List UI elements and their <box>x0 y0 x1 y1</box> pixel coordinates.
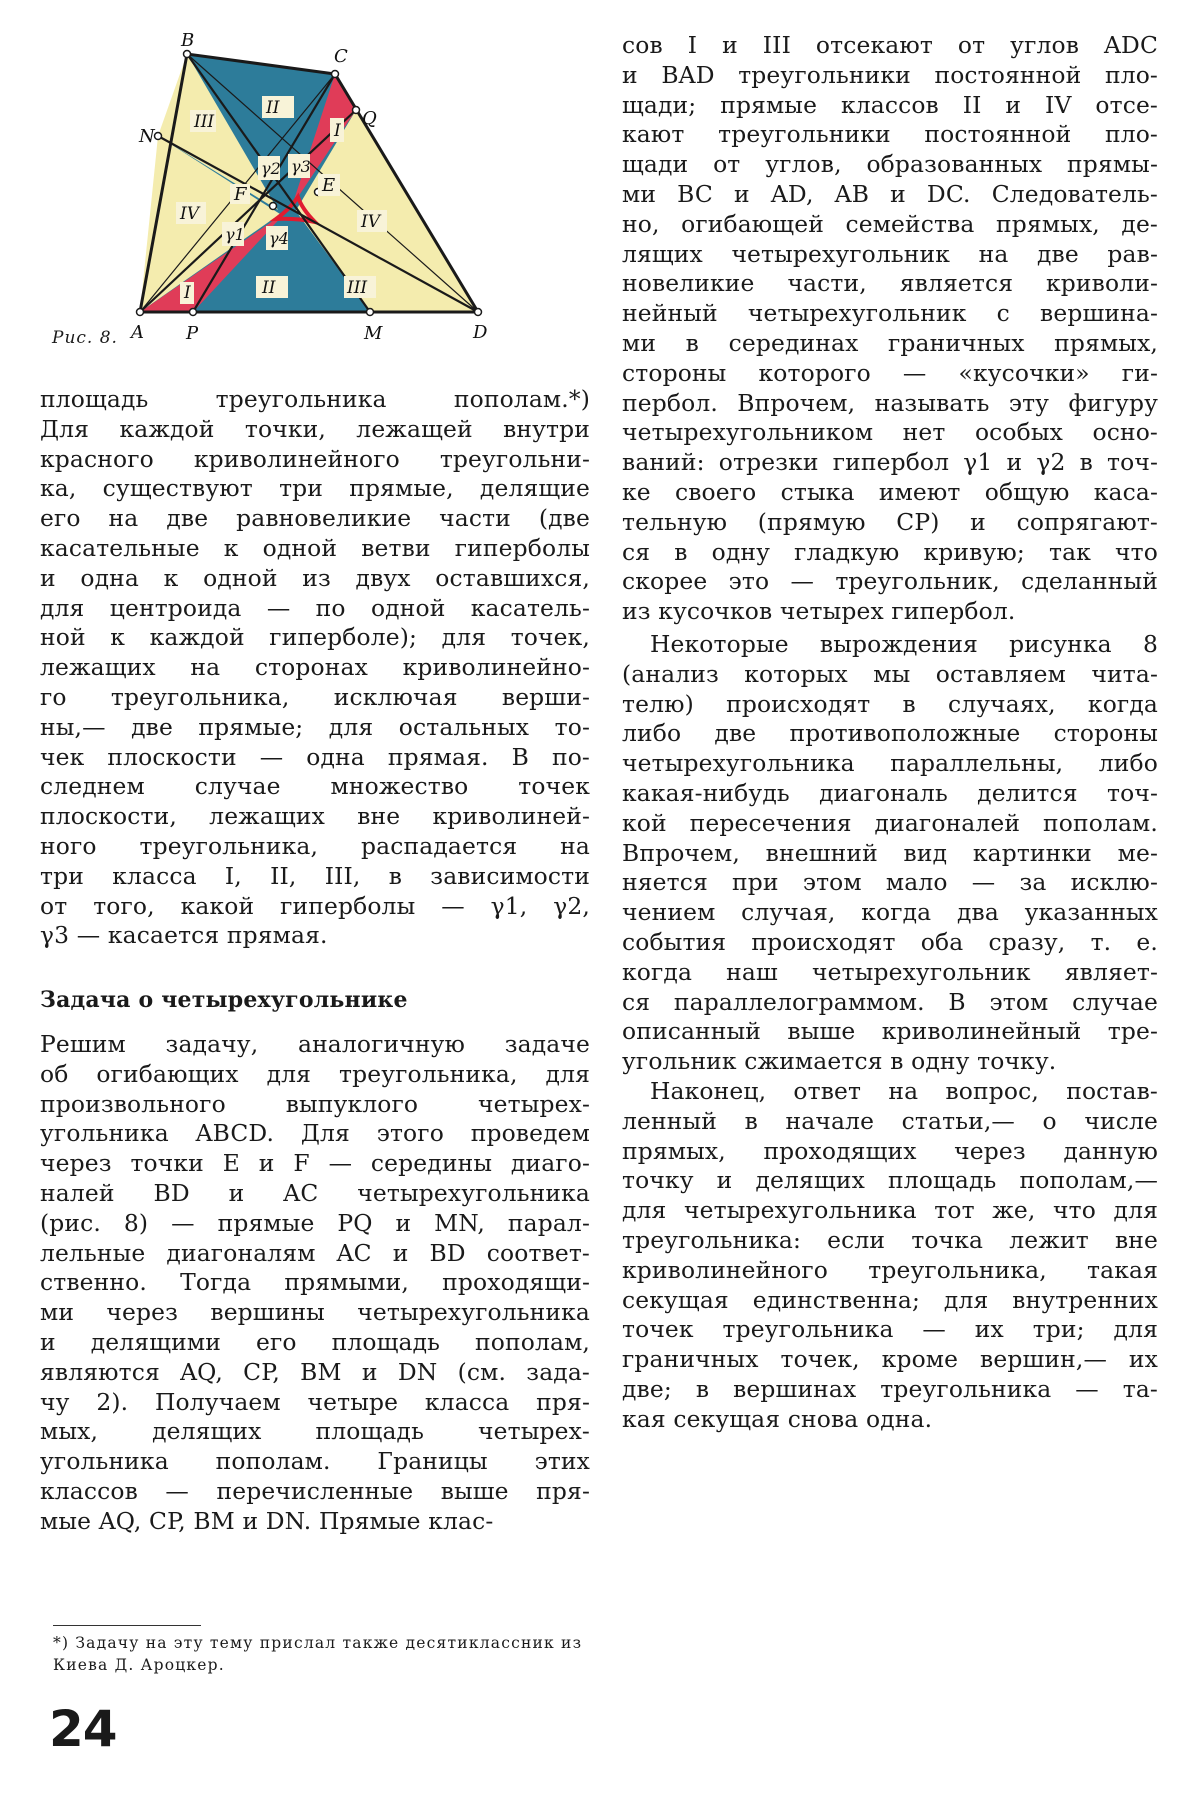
text-line: лящих четырехугольник на две рав- <box>622 239 1158 268</box>
text-line: ваний: отрезки гипербол γ1 и γ2 в точ- <box>622 448 1158 477</box>
right-paragraph-1 <box>622 31 1158 627</box>
text-line: пербол. Впрочем, называть эту фигуру <box>622 388 1158 417</box>
quadrilateral-diagram <box>40 14 510 359</box>
text-line: няется при этом мало — за исклю- <box>622 868 1158 897</box>
region-label-I-bottom: I <box>184 283 191 303</box>
label-B: B <box>181 30 195 51</box>
text-line: новеликие части, является криволи- <box>622 269 1158 298</box>
text-line: четырехугольником нет особых осно- <box>622 418 1158 447</box>
text-line: чу 2). Получаем четыре класса пря- <box>40 1387 590 1416</box>
text-line: четырехугольника параллельны, либо <box>622 749 1158 778</box>
text-line: (анализ которых мы оставляем чита- <box>622 659 1158 688</box>
gamma-3-label: γ3 <box>291 157 311 176</box>
label-N: N <box>139 126 155 147</box>
text-line: ся параллелограммом. В этом случае <box>622 987 1158 1016</box>
label-E: E <box>322 175 336 196</box>
text-line: криволинейного треугольника, такая <box>622 1255 1158 1284</box>
text-line: площадь треугольника пополам.*) <box>40 385 590 413</box>
text-line: Впрочем, внешний вид картинки ме- <box>622 838 1158 867</box>
text-line: кой пересечения диагоналей пополам. <box>622 808 1158 837</box>
text-line: точку и делящих площадь пополам,— <box>622 1166 1158 1195</box>
text-line: (рис. 8) — прямые PQ и MN, парал- <box>40 1208 590 1237</box>
text-line: мых, делящих площадь четырех- <box>40 1417 590 1446</box>
text-line: налей BD и AC четырехугольника <box>40 1178 590 1207</box>
label-P: P <box>186 323 199 344</box>
text-line: кая секущая снова одна. <box>622 1404 933 1433</box>
region-label-IV-right: IV <box>361 212 380 232</box>
right-paragraph-2 <box>622 630 1158 1077</box>
text-line: касательные к одной ветви гиперболы <box>40 533 590 562</box>
text-line: треугольника: если точка лежит вне <box>622 1225 1158 1254</box>
text-line: кают треугольники постоянной пло- <box>622 120 1158 149</box>
label-F: F <box>234 184 247 205</box>
label-C: C <box>334 46 348 67</box>
text-line: события происходят оба сразу, т. е. <box>622 927 1158 956</box>
text-line: и BAD треугольники постоянной пло- <box>622 60 1158 89</box>
text-line: Решим задачу, аналогичную задаче <box>40 1030 590 1058</box>
section-heading: Задача о четырехугольнике <box>40 987 408 1013</box>
text-line: граничных точек, кроме вершин,— их <box>622 1345 1158 1374</box>
region-label-III-bottom: III <box>347 278 368 298</box>
figure-caption: Рис. 8. <box>52 328 118 348</box>
text-line: лежащих на сторонах криволинейно- <box>40 653 590 682</box>
page-number: 24 <box>49 1700 117 1758</box>
text-line: угольника ABCD. Для этого проведем <box>40 1119 590 1148</box>
text-line: плоскости, лежащих вне криволиней- <box>40 802 590 831</box>
text-line: описанный выше криволинейный тре- <box>622 1017 1158 1046</box>
text-line: но, огибающей семейства прямых, де- <box>622 209 1158 238</box>
text-line: ка, существуют три прямые, делящие <box>40 474 590 503</box>
text-line: щади от углов, образованных прямы- <box>622 150 1158 179</box>
text-line: ны,— две прямые; для остальных то- <box>40 712 590 741</box>
text-line: ной к каждой гиперболе); для точек, <box>40 623 590 652</box>
text-line: и одна к одной из двух оставшихся, <box>40 563 590 592</box>
text-line: ся в одну гладкую кривую; так что <box>622 537 1158 566</box>
text-line: через точки E и F — середины диаго- <box>40 1149 590 1178</box>
text-line: ке своего стыка имеют общую каса- <box>622 477 1158 506</box>
text-line: ленный в начале статьи,— о числе <box>622 1106 1158 1135</box>
text-line: лельные диагоналям AC и BD соответ- <box>40 1238 590 1267</box>
text-line: являются AQ, CP, BM и DN (см. зада- <box>40 1357 590 1386</box>
text-line: для центроида — по одной касатель- <box>40 593 590 622</box>
region-label-IV-left: IV <box>180 204 199 224</box>
text-line: либо две противоположные стороны <box>622 719 1158 748</box>
text-line: щади; прямые классов II и IV отсе- <box>622 90 1158 119</box>
text-line: Некоторые вырождения рисунка 8 <box>650 630 1158 658</box>
footnote-rule <box>53 1625 201 1626</box>
label-Q: Q <box>362 108 377 129</box>
region-label-III-top: III <box>194 112 215 132</box>
text-line: чек плоскости — одна прямая. В по- <box>40 742 590 771</box>
text-line: скорее это — треугольник, сделанный <box>622 567 1158 596</box>
text-line: мые AQ, CP, BM и DN. Прямые клас- <box>40 1506 494 1535</box>
text-line: когда наш четырехугольник являет- <box>622 957 1158 986</box>
text-line: прямых, проходящих через данную <box>622 1136 1158 1165</box>
text-line: ственно. Тогда прямыми, проходящи- <box>40 1268 590 1297</box>
text-line: красного криволинейного треугольни- <box>40 444 590 473</box>
gamma-4-label: γ4 <box>269 229 289 248</box>
left-paragraph-2 <box>40 1030 590 1537</box>
text-line: три класса I, II, III, в зависимости <box>40 861 590 890</box>
region-label-I-top: I <box>334 121 341 141</box>
text-line: стороны которого — «кусочки» ги- <box>622 358 1158 387</box>
left-paragraph-1 <box>40 385 590 951</box>
gamma-1-label: γ1 <box>225 225 245 244</box>
text-line: γ3 — касается прямая. <box>40 921 328 950</box>
label-M: M <box>364 323 383 344</box>
text-line: угольник сжимается в одну точку. <box>622 1047 1057 1076</box>
text-line: тельную (прямую CP) и сопрягают- <box>622 507 1158 536</box>
label-D: D <box>473 322 488 343</box>
gamma-2-label: γ2 <box>261 159 281 178</box>
text-line: сов I и III отсекают от углов ADC <box>622 31 1158 59</box>
text-line: Наконец, ответ на вопрос, постав- <box>650 1077 1158 1105</box>
text-line: го треугольника, исключая верши- <box>40 682 590 711</box>
text-line: Для каждой точки, лежащей внутри <box>40 414 590 443</box>
text-line: классов — перечисленные выше пря- <box>40 1476 590 1505</box>
text-line: его на две равновеликие части (две <box>40 504 590 533</box>
text-line: из кусочков четырех гипербол. <box>622 597 1016 626</box>
text-line: следнем случае множество точек <box>40 772 590 801</box>
text-line: какая-нибудь диагональ делится точ- <box>622 778 1158 807</box>
text-line: и делящими его площадь пополам, <box>40 1327 590 1356</box>
text-line: ного треугольника, распадается на <box>40 831 590 860</box>
label-A: A <box>131 322 144 343</box>
region-label-II-bottom: II <box>262 278 276 298</box>
text-line: телю) происходят в случаях, когда <box>622 689 1158 718</box>
text-line: ми через вершины четырехугольника <box>40 1298 590 1327</box>
text-line: об огибающих для треугольника, для <box>40 1059 590 1088</box>
text-line: ми BC и AD, AB и DC. Следователь- <box>622 179 1158 208</box>
text-line: чением случая, когда два указанных <box>622 898 1158 927</box>
footnote: *) Задачу на эту тему прислал также десятиклассник из Киева Д. Ароцкер. <box>53 1634 583 1674</box>
text-line: произвольного выпуклого четырех- <box>40 1089 590 1118</box>
text-line: секущая единственна; для внутренних <box>622 1285 1158 1314</box>
text-line: для четырехугольника тот же, что для <box>622 1196 1158 1225</box>
text-line: ми в серединах граничных прямых, <box>622 328 1158 357</box>
text-line: точек треугольника — их три; для <box>622 1315 1158 1344</box>
text-line: от того, какой гиперболы — γ1, γ2, <box>40 891 590 920</box>
figure-8 <box>40 14 510 359</box>
region-label-II-top: II <box>266 98 280 118</box>
right-paragraph-3 <box>622 1077 1158 1435</box>
text-line: нейный четырехугольник с вершина- <box>622 299 1158 328</box>
text-line: две; в вершинах треугольника — та- <box>622 1374 1158 1403</box>
text-line: угольника пополам. Границы этих <box>40 1447 590 1476</box>
